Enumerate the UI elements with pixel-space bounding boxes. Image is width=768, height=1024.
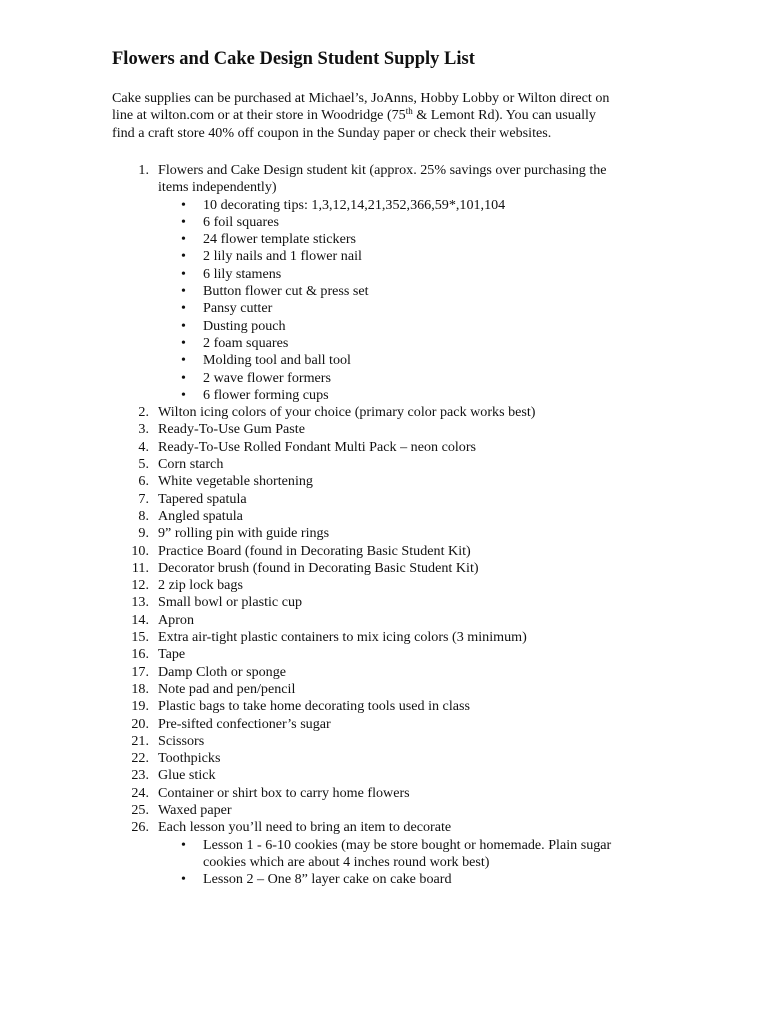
kit-item-text: 10 decorating tips: 1,3,12,14,21,352,366,59*,101,104 — [203, 196, 506, 213]
item-number: 13. — [131, 594, 149, 611]
supply-item-19 — [112, 698, 692, 715]
item-text: Angled spatula — [158, 507, 243, 524]
kit-item — [158, 231, 692, 248]
kit-item — [158, 318, 692, 335]
supply-item-1 — [112, 162, 692, 404]
item-number: 19. — [131, 698, 149, 715]
item-number: 10. — [131, 542, 149, 559]
kit-item-text: Molding tool and ball tool — [203, 352, 351, 369]
item-number: 24. — [131, 784, 149, 801]
supply-item-16 — [112, 646, 692, 663]
lesson-item-2 — [158, 871, 692, 888]
supply-item-26 — [112, 819, 692, 888]
supply-item-15 — [112, 629, 692, 646]
kit-item — [158, 387, 692, 404]
supply-item-18 — [112, 681, 692, 698]
intro-line-2-end: & Lemont Rd). You can usually — [412, 107, 596, 124]
supply-item-24 — [112, 785, 692, 802]
item-number: 6. — [138, 473, 149, 490]
item-number: 21. — [131, 732, 149, 749]
kit-item — [158, 300, 692, 317]
kit-item-text: Dusting pouch — [203, 317, 286, 334]
item-text: Damp Cloth or sponge — [158, 663, 287, 680]
item-text: Ready-To-Use Gum Paste — [158, 421, 305, 438]
kit-item — [158, 197, 692, 214]
bullet-icon: • — [181, 213, 186, 230]
supply-item-9 — [112, 525, 692, 542]
supply-item-23 — [112, 767, 692, 784]
bullet-icon: • — [181, 196, 186, 213]
bullet-icon: • — [181, 334, 186, 351]
document-title: Flowers and Cake Design Student Supply List — [112, 49, 475, 69]
item-text: Ready-To-Use Rolled Fondant Multi Pack – neon colors — [158, 438, 477, 455]
kit-item — [158, 283, 692, 300]
supply-item-8 — [112, 508, 692, 525]
item-text: Small bowl or plastic cup — [158, 594, 303, 611]
kit-item — [158, 248, 692, 265]
kit-item-text: 2 lily nails and 1 flower nail — [203, 248, 362, 265]
ordinal-suffix: th — [405, 106, 413, 117]
bullet-icon: • — [181, 265, 186, 282]
kit-item-text: Button flower cut & press set — [203, 283, 369, 300]
item-text: Note pad and pen/pencil — [158, 680, 296, 697]
item-number: 5. — [138, 456, 149, 473]
bullet-icon: • — [181, 352, 186, 369]
item-text: Pre-sifted confectioner’s sugar — [158, 715, 331, 732]
supply-item-25 — [112, 802, 692, 819]
item-text-line: Flowers and Cake Design student kit (approx. 25% savings over purchasing the — [158, 162, 607, 178]
item-text: Tape — [158, 646, 186, 663]
bullet-icon: • — [181, 300, 186, 317]
item-number: 11. — [131, 559, 149, 576]
kit-contents-list — [158, 197, 692, 405]
item-number: 9. — [138, 525, 149, 542]
item-text: Container or shirt box to carry home flowers — [158, 784, 410, 801]
supply-item-14 — [112, 612, 692, 629]
intro-line-2 — [112, 107, 672, 124]
item-text: Wilton icing colors of your choice (primary color pack works best) — [158, 404, 536, 421]
supply-item-6 — [112, 473, 692, 490]
supply-item-10 — [112, 543, 692, 560]
intro-paragraph — [112, 90, 672, 142]
kit-item — [158, 335, 692, 352]
kit-item-text: 6 flower forming cups — [203, 386, 329, 403]
bullet-icon: • — [181, 231, 186, 248]
item-text: Waxed paper — [158, 801, 232, 818]
item-text: Toothpicks — [158, 750, 221, 767]
item-number: 7. — [138, 490, 149, 507]
bullet-icon: • — [181, 836, 186, 853]
item-text: Decorator brush (found in Decorating Basic Student Kit) — [158, 559, 479, 576]
item-text: Practice Board (found in Decorating Basic Student Kit) — [158, 542, 471, 559]
lesson-text-line: Lesson 1 - 6-10 cookies (may be store bought or homemade. Plain sugar — [203, 836, 612, 853]
supply-item-13 — [112, 594, 692, 611]
intro-line-3: find a craft store 40% off coupon in the Sunday paper or check their websites. — [112, 124, 552, 141]
item-number: 20. — [131, 715, 149, 732]
kit-item-text: 24 flower template stickers — [203, 231, 357, 248]
supply-item-22 — [112, 750, 692, 767]
bullet-icon: • — [181, 317, 186, 334]
kit-item-text: 6 lily stamens — [203, 265, 282, 282]
supply-item-11 — [112, 560, 692, 577]
item-number: 16. — [131, 646, 149, 663]
lesson-item-1 — [158, 837, 692, 872]
intro-line-2-start: line at wilton.com or at their store in Woodridge (75 — [112, 107, 406, 124]
item-text: Each lesson you’ll need to bring an item to decorate — [158, 819, 452, 836]
supply-item-3 — [112, 421, 692, 438]
supply-item-12 — [112, 577, 692, 594]
supply-item-20 — [112, 716, 692, 733]
lesson-text-line: Lesson 2 – One 8” layer cake on cake board — [203, 871, 452, 888]
kit-item-text: 2 wave flower formers — [203, 369, 331, 386]
supply-list — [112, 162, 692, 888]
supply-item-2 — [112, 404, 692, 421]
item-number: 17. — [131, 663, 149, 680]
item-text: Apron — [158, 611, 195, 628]
supply-item-4 — [112, 439, 692, 456]
item-number: 2. — [138, 404, 149, 421]
bullet-icon: • — [181, 386, 186, 403]
item-text: Extra air-tight plastic containers to mix icing colors (3 minimum) — [158, 629, 527, 646]
item-text: 9” rolling pin with guide rings — [158, 525, 330, 542]
bullet-icon: • — [181, 871, 186, 888]
item-number: 14. — [131, 611, 149, 628]
item-text: Corn starch — [158, 456, 224, 473]
kit-item — [158, 214, 692, 231]
kit-item — [158, 266, 692, 283]
supply-item-7 — [112, 491, 692, 508]
item-text: White vegetable shortening — [158, 473, 313, 490]
lesson-list — [158, 837, 692, 889]
intro-line-1: Cake supplies can be purchased at Michael’s, JoAnns, Hobby Lobby or Wilton direct on — [112, 90, 610, 106]
kit-item-text: 6 foil squares — [203, 213, 279, 230]
bullet-icon: • — [181, 248, 186, 265]
item-number: 23. — [131, 767, 149, 784]
item-number: 15. — [131, 629, 149, 646]
kit-item — [158, 370, 692, 387]
item-number: 4. — [138, 438, 149, 455]
item-text: Scissors — [158, 732, 205, 749]
supply-item-21 — [112, 733, 692, 750]
item-number: 18. — [131, 680, 149, 697]
kit-item — [158, 352, 692, 369]
item-text: Plastic bags to take home decorating tools used in class — [158, 698, 470, 715]
item-number: 1. — [138, 162, 149, 178]
item-number: 26. — [131, 819, 149, 836]
item-text: 2 zip lock bags — [158, 577, 243, 594]
item-number: 25. — [131, 801, 149, 818]
bullet-icon: • — [181, 369, 186, 386]
lesson-text-line: cookies which are about 4 inches round work best) — [203, 853, 490, 870]
item-number: 22. — [131, 750, 149, 767]
kit-item-text: 2 foam squares — [203, 334, 289, 351]
item-number: 12. — [131, 577, 149, 594]
supply-item-17 — [112, 664, 692, 681]
item-text: Tapered spatula — [158, 490, 247, 507]
item-text: Glue stick — [158, 767, 216, 784]
bullet-icon: • — [181, 283, 186, 300]
item-number: 3. — [138, 421, 149, 438]
supply-item-5 — [112, 456, 692, 473]
item-number: 8. — [138, 507, 149, 524]
item-text-line: items independently) — [158, 179, 277, 196]
kit-item-text: Pansy cutter — [203, 300, 273, 317]
